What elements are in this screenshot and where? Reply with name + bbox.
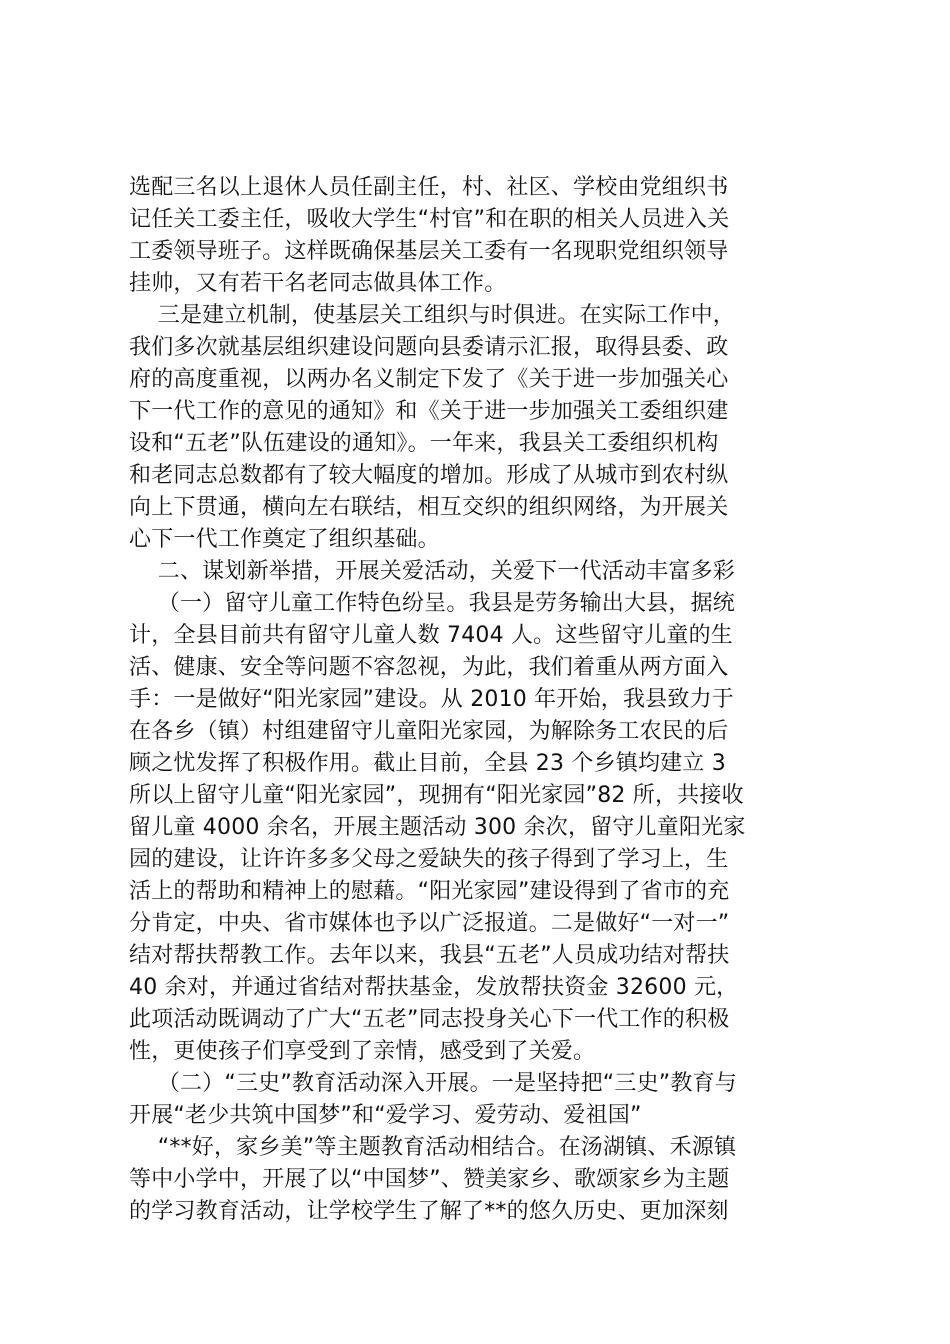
- body-text: [129, 172, 829, 1228]
- text-line: “**好，家乡美”等主题教育活动相结合。在汤湖镇、禾源镇: [129, 1135, 737, 1160]
- text-line: 府的高度重视，以两办名义制定下发了《关于进一步加强关心: [129, 367, 729, 392]
- text-line: 性，更使孩子们享受到了亲情，感受到了关爱。: [129, 1039, 596, 1064]
- text-line: （二）“三史”教育活动深入开展。一是坚持把“三史”教育与: [129, 1071, 737, 1096]
- text-line: 的学习教育活动，让学校学生了解了**的悠久历史、更加深刻: [129, 1199, 729, 1224]
- text-line: 40 余对，并通过省结对帮扶基金，发放帮扶资金 32600 元，: [129, 975, 739, 1000]
- text-line: 手：一是做好“阳光家园”建设。从 2010 年开始，我县致力于: [129, 687, 734, 712]
- text-line: 计，全县目前共有留守儿童人数 7404 人。这些留守儿童的生: [129, 623, 733, 648]
- text-line: 活、健康、安全等问题不容忽视，为此，我们着重从两方面入: [129, 655, 729, 680]
- text-line: 我们多次就基层组织建设问题向县委请示汇报，取得县委、政: [129, 335, 729, 360]
- text-line: 此项活动既调动了广大“五老”同志投身关心下一代工作的积极: [129, 1007, 730, 1032]
- text-line: 设和“五老”队伍建设的通知》。一年来，我县关工委组织机构: [129, 431, 719, 456]
- text-line: 顾之忧发挥了积极作用。截止目前，全县 23 个乡镇均建立 3: [129, 751, 726, 776]
- text-line: 工委领导班子。这样既确保基层关工委有一名现职党组织领导: [129, 239, 729, 264]
- text-line: 向上下贯通，横向左右联结，相互交织的组织网络，为开展关: [129, 495, 729, 520]
- text-line: 下一代工作的意见的通知》和《关于进一步加强关工委组织建: [129, 399, 729, 424]
- text-line: 活上的帮助和精神上的慰藉。“阳光家园”建设得到了省市的充: [129, 879, 730, 904]
- text-line: 园的建设，让许许多多父母之爱缺失的孩子得到了学习上，生: [129, 847, 729, 872]
- text-line: 三是建立机制，使基层关工组织与时俱进。在实际工作中，: [129, 303, 735, 328]
- text-line: 开展“老少共筑中国梦”和“爱学习、爱劳动、爱祖国”: [129, 1103, 642, 1128]
- text-line: （一）留守儿童工作特色纷呈。我县是劳务输出大县，据统: [129, 591, 735, 616]
- text-line: 结对帮扶帮教工作。去年以来，我县“五老”人员成功结对帮扶: [129, 943, 730, 968]
- text-line: 所以上留守儿童“阳光家园”，现拥有“阳光家园”82 所，共接收: [129, 783, 744, 808]
- text-line: 分肯定，中央、省市媒体也予以广泛报道。二是做好“一对一”: [129, 911, 730, 936]
- text-line: 心下一代工作奠定了组织基础。: [129, 527, 440, 552]
- text-line: 记任关工委主任，吸收大学生“村官”和在职的相关人员进入关: [129, 207, 730, 232]
- text-line: 和老同志总数都有了较大幅度的增加。形成了从城市到农村纵: [129, 463, 729, 488]
- text-line: 选配三名以上退休人员任副主任，村、社区、学校由党组织书: [129, 175, 729, 200]
- text-line: 留儿童 4000 余名，开展主题活动 300 余次，留守儿童阳光家: [129, 815, 746, 840]
- text-line: 挂帅，又有若干名老同志做具体工作。: [129, 271, 507, 296]
- text-line: 等中小学中，开展了以“中国梦”、赞美家乡、歌颂家乡为主题: [129, 1167, 730, 1192]
- text-line: 在各乡（镇）村组建留守儿童阳光家园，为解除务工农民的后: [129, 719, 729, 744]
- text-line: 二、谋划新举措，开展关爱活动，关爱下一代活动丰富多彩: [129, 559, 735, 584]
